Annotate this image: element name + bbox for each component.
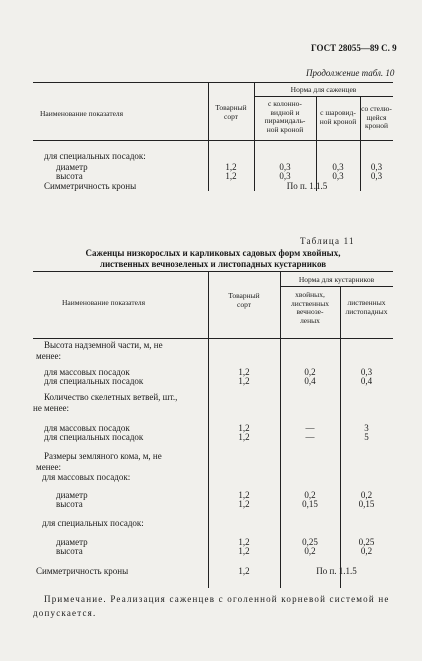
t1-col-grade: Товарный сорт: [215, 103, 247, 121]
table-number: Таблица 11: [300, 236, 355, 246]
table-row-label: диаметр: [56, 490, 88, 500]
table-cell: 1,2: [238, 537, 250, 547]
table-cell: 0,4: [304, 376, 316, 386]
table-cell: 1,2: [238, 367, 250, 377]
table-row-label: диаметр: [56, 537, 88, 547]
t1-sub-column: с колонно- видной и пирамидаль- ной кроной: [264, 99, 306, 134]
table-cell: 0,2: [360, 546, 373, 556]
table-row-label: высота: [56, 546, 83, 556]
table-cell: 0,3: [370, 171, 383, 181]
table-row-label: для специальных посадок:: [44, 151, 146, 161]
table-cell: 0,3: [332, 162, 344, 172]
t2-col-grade: Товарный сорт: [228, 291, 260, 309]
table-cell: 1,2: [238, 499, 250, 509]
table-row-label: для массовых посадок: [44, 367, 130, 377]
table-row-label: Количество скелетных ветвей, шт.,: [44, 392, 178, 402]
doc-reference: ГОСТ 28055—89 С. 9: [311, 43, 397, 53]
table-cell: 1,2: [238, 490, 250, 500]
table-row-label: высота: [56, 499, 83, 509]
symmetry-label: Симметричность кроны: [36, 566, 129, 576]
t2-sub-deciduous: лиственных листопадных: [345, 298, 388, 316]
t1-top-rule: [33, 82, 393, 83]
t1-col-name: Наименование показателя: [40, 109, 124, 118]
t1-col-norm: Норма для саженцев: [290, 85, 357, 94]
symmetry-value: По п. 1.1.5: [316, 566, 357, 576]
t1-sub-creeping: со стелю- щейся кроной: [361, 104, 392, 130]
table-cell: 0,3: [279, 162, 291, 172]
t2-top-rule: [33, 271, 393, 272]
table-row-label: менее:: [36, 351, 61, 361]
table-cell: 0,15: [358, 499, 375, 509]
table-row-label: Высота надземной части, м, не: [44, 340, 163, 350]
table-cell: 0,3: [370, 162, 383, 172]
table-cell: 0,2: [304, 546, 316, 556]
table-cell: 0,15: [302, 499, 318, 509]
table-row-label: для специальных посадок:: [42, 518, 144, 528]
table-cell: —: [305, 423, 315, 433]
table-cell: 0,4: [360, 376, 373, 386]
table-row-label: для специальных посадок: [44, 376, 144, 386]
table-cell: 1,2: [238, 546, 250, 556]
table-cell: 5: [364, 432, 369, 442]
t2-col-norm: Норма для кустарников: [298, 275, 375, 284]
table-row-label: диаметр: [56, 162, 88, 172]
table-cell: 0,3: [332, 171, 344, 181]
table-cell: 0,25: [302, 537, 318, 547]
table-cell: 0,2: [360, 490, 373, 500]
table-row-label: менее:: [36, 462, 61, 472]
t2-sub-conifer: хвойных, лиственных вечнозе- леных: [290, 290, 329, 325]
note-text: Примечание. Реализация саженцев с оголенной корневой системой не: [44, 594, 390, 604]
table-cell: 0,2: [304, 367, 316, 377]
table-cell: 1,2: [238, 423, 250, 433]
table-cell: 0,2: [304, 490, 316, 500]
table-row-label: Размеры земляного кома, м, не: [44, 451, 162, 461]
continuation-label: Продолжение табл. 10: [306, 68, 395, 78]
t2-norm-rule: [280, 286, 393, 287]
table-cell: 1,2: [225, 162, 237, 172]
table-row-label: не менее:: [33, 403, 70, 413]
symmetry-grade: 1,2: [238, 566, 250, 576]
table-cell: 0,25: [358, 537, 375, 547]
table-cell: 1,2: [238, 376, 250, 386]
table-cell: 3: [364, 423, 369, 433]
symmetry-value: По п. 1.1.5: [286, 181, 328, 191]
note-text: допускается.: [33, 608, 97, 618]
t2-col-name: Наименование показателя: [62, 298, 146, 307]
table-row-label: высота: [56, 171, 83, 181]
t1-norm-rule: [254, 96, 393, 97]
table-cell: 1,2: [225, 171, 237, 181]
table-row-label: для массовых посадок: [44, 423, 130, 433]
table-row-label: для массовых посадок:: [42, 472, 131, 482]
table-cell: —: [305, 432, 315, 442]
table-cell: 0,3: [279, 171, 291, 181]
t1-header-rule: [33, 140, 393, 141]
table-row-label: для специальных посадок: [44, 432, 144, 442]
table-cell: 0,3: [360, 367, 373, 377]
t1-sub-spherical: с шаровид- ной кроной: [319, 108, 357, 126]
t2-header-rule: [33, 338, 393, 339]
table-cell: 1,2: [238, 432, 250, 442]
table-title: Саженцы низкорослых и карликовых садовых форм хвойных, лиственных вечнозеленых и листопадных кустарников: [85, 248, 341, 269]
symmetry-label: Симметричность кроны: [44, 181, 137, 191]
